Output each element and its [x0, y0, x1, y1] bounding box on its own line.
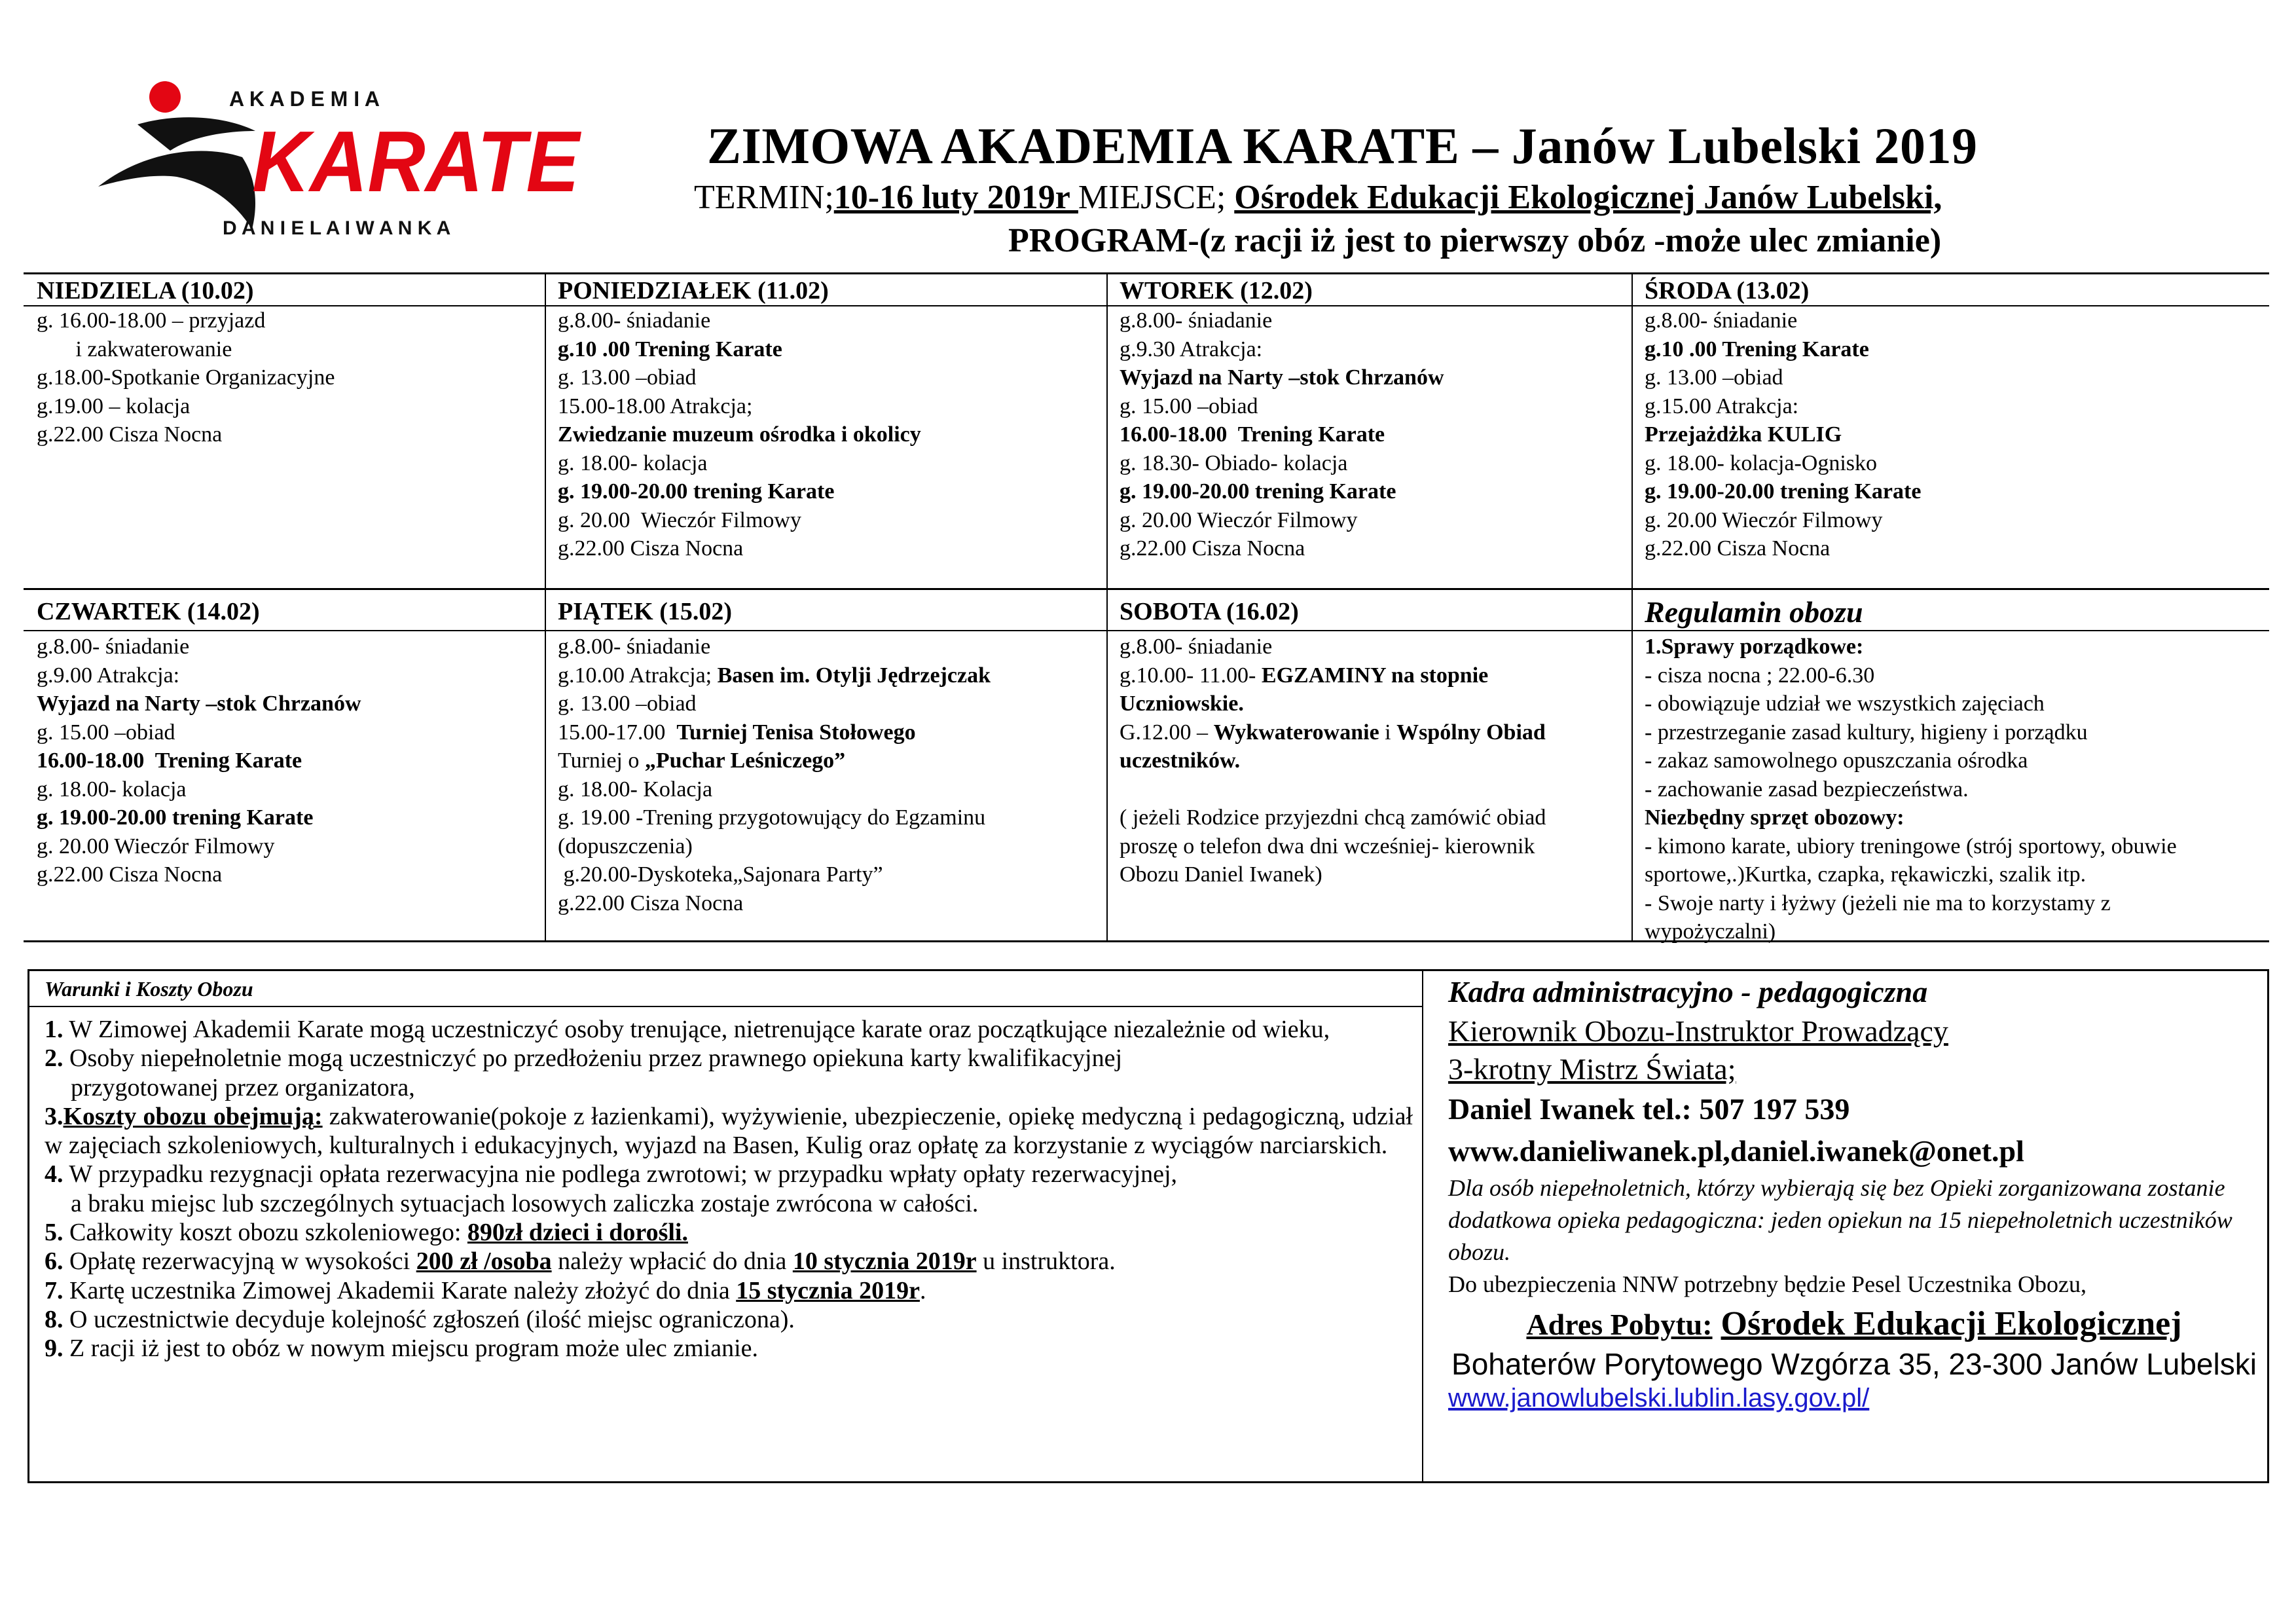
schedule-text-part: wypożyczalni) — [1645, 919, 1776, 944]
schedule-text-part: g.8.00- śniadanie — [37, 635, 190, 659]
schedule-text-part: g. 19.00-20.00 trening Karate — [558, 479, 835, 504]
schedule-text-part: g. 19.00 -Trening przygotowujący do Egzaminu — [558, 805, 986, 830]
schedule-line — [1645, 477, 2260, 506]
schedule-line — [1120, 803, 1624, 832]
schedule-text-part: g.22.00 Cisza Nocna — [1120, 536, 1305, 561]
schedule-text-part: g. 20.00 Wieczór Filmowy — [37, 834, 275, 858]
schedule-text-part: g.10.00 Atrakcja; — [558, 663, 718, 688]
schedule-line — [558, 506, 1095, 535]
day-title-tuesday: WTOREK (12.02) — [1120, 277, 1313, 304]
condition-number: 1. — [45, 1016, 64, 1043]
akademia-karate-logo — [92, 79, 589, 242]
day-title-friday: PIĄTEK (15.02) — [558, 598, 732, 625]
schedule-text-part: g. 15.00 –obiad — [37, 720, 175, 745]
day-schedule-monday — [558, 306, 1095, 563]
schedule-line — [558, 306, 1095, 335]
schedule-line — [37, 306, 534, 335]
schedule-line — [1645, 803, 2260, 832]
schedule-text-part: g. 15.00 –obiad — [1120, 394, 1258, 418]
schedule-line — [37, 747, 534, 775]
schedule-text-part: g.8.00- śniadanie — [1120, 308, 1273, 333]
schedule-line — [1645, 661, 2260, 690]
schedule-line — [1645, 860, 2260, 889]
schedule-line — [558, 363, 1095, 392]
schedule-text-part: Uczniowskie. — [1120, 692, 1244, 716]
schedule-text-part: g.22.00 Cisza Nocna — [37, 422, 223, 447]
schedule-text-part: g. 18.00- kolacja — [558, 451, 708, 475]
condition-number: 9. — [45, 1335, 64, 1363]
condition-number: 3. — [45, 1102, 64, 1130]
guardian-note: Dla osób niepełnoletnich, którzy wybierają się bez Opieki zorganizowana zostanie dodatkowa opieka pedagogiczna: jeden opiekun na 15 niepełnoletnich uczestników obozu. — [1448, 1175, 2232, 1265]
schedule-text-part: g.20.00-Dyskoteka„Sajonara Party” — [558, 862, 883, 887]
schedule-line — [558, 860, 1095, 889]
day-title-monday: PONIEDZIAŁEK (11.02) — [558, 277, 829, 304]
schedule-line — [37, 661, 534, 690]
schedule-text-part: G.12.00 – — [1120, 720, 1214, 745]
schedule-line — [37, 803, 534, 832]
condition-text-part: 10 stycznia 2019r — [792, 1247, 977, 1276]
condition-item — [45, 1305, 1413, 1334]
grid-line — [1106, 272, 1108, 942]
schedule-text-part: g.22.00 Cisza Nocna — [37, 862, 223, 887]
schedule-line — [1645, 534, 2260, 563]
schedule-text-part: g.19.00 – kolacja — [37, 394, 191, 418]
schedule-line — [1120, 690, 1624, 718]
schedule-line — [1120, 775, 1624, 804]
schedule-text-part: Wyjazd na Narty –stok Chrzanów — [1120, 365, 1444, 390]
schedule-text-part: Niezbędny sprzęt obozowy: — [1645, 805, 1904, 830]
schedule-text-part: g. 20.00 Wieczór Filmowy — [1120, 507, 1358, 532]
condition-text-part: O uczestnictwie decyduje kolejność zgłoszeń (ilość miejsc ograniczona). — [63, 1305, 795, 1333]
schedule-text-part: - kimono karate, ubiory treningowe (strój sportowy, obuwie — [1645, 834, 2177, 858]
schedule-line — [1645, 747, 2260, 775]
condition-item — [45, 1015, 1413, 1044]
schedule-line — [1120, 860, 1624, 889]
schedule-line — [37, 775, 534, 804]
condition-item — [45, 1160, 1413, 1189]
schedule-text-part: g. 20.00 Wieczór Filmowy — [1645, 507, 1883, 532]
staff-role: Kierownik Obozu-Instruktor Prowadzący — [1448, 1014, 1948, 1048]
place-value: Ośrodek Edukacji Ekologicznej Janów Lubelski, — [1234, 179, 1942, 216]
schedule-text-part: Przejażdżka KULIG — [1645, 422, 1842, 447]
schedule-text-part: i zakwaterowanie — [37, 337, 232, 361]
street-address: Bohaterów Porytowego Wzgórza 35, 23-300 Janów Lubelski — [1451, 1347, 2257, 1381]
schedule-text-part: g.9.00 Atrakcja: — [37, 663, 180, 688]
schedule-text-part: 16.00-18.00 Trening Karate — [1120, 422, 1385, 447]
schedule-text-part: - przestrzeganie zasad kultury, higieny i porządku — [1645, 720, 2088, 745]
schedule-text-part: Zwiedzanie muzeum ośrodka i okolicy — [558, 422, 921, 447]
schedule-line — [1120, 477, 1624, 506]
schedule-text-part: uczestników. — [1120, 748, 1241, 773]
schedule-text-part: g. 19.00-20.00 trening Karate — [37, 805, 314, 830]
schedule-line — [558, 803, 1095, 832]
schedule-line — [1120, 449, 1624, 478]
schedule-line — [37, 420, 534, 449]
grid-line — [24, 272, 2269, 274]
condition-number: 8. — [45, 1305, 64, 1333]
condition-text-part: Koszty obozu obejmują: — [63, 1102, 323, 1130]
schedule-line — [1120, 420, 1624, 449]
condition-number: 7. — [45, 1276, 64, 1304]
day-title-thursday: CZWARTEK (14.02) — [37, 598, 260, 625]
condition-text-part: 890zł dzieci i dorośli. — [467, 1219, 688, 1247]
staff-web: www.danieliwanek.pl,daniel.iwanek@onet.pl — [1448, 1134, 2024, 1168]
schedule-text-part: g. 18.00- kolacja-Ognisko — [1645, 451, 1878, 475]
schedule-line — [558, 335, 1095, 364]
condition-item — [45, 1334, 1413, 1363]
schedule-line — [1120, 832, 1624, 861]
forest-office-link[interactable]: www.janowlubelski.lublin.lasy.gov.pl/ — [1448, 1384, 1870, 1412]
schedule-line — [37, 363, 534, 392]
schedule-line — [1645, 718, 2260, 747]
schedule-line — [1120, 633, 1624, 661]
schedule-line — [1120, 661, 1624, 690]
schedule-text-part: g.9.30 Atrakcja: — [1120, 337, 1263, 361]
schedule-text-part: „Puchar Leśniczego” — [644, 748, 846, 773]
staff-title: 3-krotny Mistrz Świata; — [1448, 1052, 1736, 1086]
logo-bottom-text: D A N I E L A I W A N K A — [223, 217, 451, 239]
condition-text-part: Osoby niepełnoletnie mogą uczestniczyć po przedłożeniu przez prawnego opiekuna karty kwalifikacyjnej — [63, 1044, 1123, 1073]
schedule-line — [558, 392, 1095, 421]
schedule-line — [37, 860, 534, 889]
grid-line — [2267, 969, 2269, 1483]
schedule-text-part: g.22.00 Cisza Nocna — [558, 536, 744, 561]
schedule-line — [558, 661, 1095, 690]
schedule-text-part: g. 18.30- Obiado- kolacja — [1120, 451, 1348, 475]
schedule-line — [558, 775, 1095, 804]
schedule-text-part: i — [1379, 720, 1397, 745]
grid-line — [27, 1006, 1422, 1007]
condition-text-part: Całkowity koszt obozu szkoleniowego: — [63, 1219, 467, 1247]
schedule-line — [37, 392, 534, 421]
conditions-and-staff-table — [27, 969, 2269, 1484]
conditions-heading: Warunki i Koszty Obozu — [45, 977, 253, 1001]
day-schedule-friday — [558, 633, 1095, 917]
schedule-text-part: g.8.00- śniadanie — [558, 308, 711, 333]
schedule-line — [558, 747, 1095, 775]
schedule-text-part: g. 19.00-20.00 trening Karate — [1645, 479, 1922, 504]
schedule-line — [1120, 392, 1624, 421]
grid-line — [545, 272, 546, 942]
term-label: TERMIN; — [694, 179, 834, 216]
camp-rules-list — [1645, 633, 2260, 946]
schedule-line — [1645, 306, 2260, 335]
condition-item — [45, 1102, 1413, 1160]
condition-item — [45, 1044, 1413, 1073]
day-schedule-tuesday — [1120, 306, 1624, 563]
camp-rules-title: Regulamin obozu — [1645, 595, 1863, 629]
schedule-line — [1645, 690, 2260, 718]
schedule-line — [558, 449, 1095, 478]
condition-item-continuation: przygotowanej przez organizatora, — [71, 1073, 415, 1101]
day-schedule-thursday — [37, 633, 534, 889]
grid-line — [27, 969, 29, 1483]
schedule-text-part: Turniej o — [558, 748, 645, 773]
schedule-text-part: g.10 .00 Trening Karate — [558, 337, 782, 361]
grid-line — [1422, 969, 1423, 1483]
staff-info — [1448, 1012, 2260, 1414]
schedule-text-part: g. 20.00 Wieczór Filmowy — [558, 507, 801, 532]
grid-line — [24, 630, 2269, 631]
schedule-text-part: 16.00-18.00 Trening Karate — [37, 748, 302, 773]
condition-item — [45, 1218, 1413, 1247]
day-schedule-sunday — [37, 306, 534, 449]
schedule-line — [558, 420, 1095, 449]
schedule-text-part: - Swoje narty i łyżwy (jeżeli nie ma to korzystamy z — [1645, 891, 2111, 915]
schedule-text-part: g. 16.00-18.00 – przyjazd — [37, 308, 266, 333]
schedule-text-part: 15.00-17.00 — [558, 720, 677, 745]
schedule-line — [1645, 633, 2260, 661]
condition-text-part: Kartę uczestnika Zimowej Akademii Karate należy złożyć do dnia — [63, 1276, 737, 1304]
schedule-line — [37, 718, 534, 747]
schedule-text-part: g. 18.00- Kolacja — [558, 777, 713, 802]
schedule-line — [37, 335, 534, 364]
schedule-line — [1645, 363, 2260, 392]
schedule-text-part: g.10 .00 Trening Karate — [1645, 337, 1869, 361]
schedule-text-part: g.22.00 Cisza Nocna — [1645, 536, 1831, 561]
schedule-text-part: 1.Sprawy porządkowe: — [1645, 635, 1864, 659]
schedule-text-part: EGZAMINY na stopnie — [1261, 663, 1489, 688]
schedule-text-part: - obowiązuje udział we wszystkich zajęciach — [1645, 692, 2045, 716]
day-title-wednesday: ŚRODA (13.02) — [1645, 277, 1810, 304]
condition-text-part: W przypadku rezygnacji opłata rezerwacyjna nie podlega zwrotowi; w przypadku wpłaty opłaty rezerwacyjnej, — [63, 1160, 1178, 1189]
day-schedule-wednesday — [1645, 306, 2260, 563]
schedule-text-part: g.18.00-Spotkanie Organizacyjne — [37, 365, 335, 390]
condition-text-part: 15 stycznia 2019r — [736, 1276, 920, 1304]
schedule-text-part: g.22.00 Cisza Nocna — [558, 891, 744, 915]
term-line — [694, 178, 1942, 217]
condition-text-part: . — [919, 1276, 926, 1304]
conditions-list — [45, 1015, 1413, 1363]
condition-number: 5. — [45, 1219, 64, 1247]
schedule-line — [558, 889, 1095, 918]
schedule-line — [1645, 335, 2260, 364]
schedule-text-part: sportowe,.)Kurtka, czapka, rękawiczki, szalik itp. — [1645, 862, 2086, 887]
condition-text-part: zakwaterowanie(pokoje z łazienkami), wyżywienie, ubezpieczenie, opiekę medyczną i pedagogiczną, udział w zajęciach szkoleniowych, kulturalnych i edukacyjnych, wyjazd na Basen, Kulig oraz opłatę za korzystanie z wyciągów narciarskich. — [45, 1102, 1413, 1160]
condition-text-part: Z racji iż jest to obóz w nowym miejscu program może ulec zmianie. — [63, 1335, 759, 1363]
schedule-line — [1645, 449, 2260, 478]
schedule-line — [37, 633, 534, 661]
condition-number: 2. — [45, 1044, 64, 1073]
schedule-text-part — [1120, 777, 1125, 802]
schedule-line — [1645, 392, 2260, 421]
stay-address-heading — [1448, 1302, 2260, 1346]
condition-text-part: 200 zł /osoba — [416, 1247, 552, 1276]
schedule-line — [558, 718, 1095, 747]
schedule-text-part: g.8.00- śniadanie — [1120, 635, 1273, 659]
schedule-line — [37, 832, 534, 861]
schedule-line — [558, 690, 1095, 718]
program-note: PROGRAM-(z racji iż jest to pierwszy obóz -może ulec zmianie) — [1008, 222, 1942, 259]
schedule-line — [1645, 420, 2260, 449]
schedule-text-part: g.8.00- śniadanie — [1645, 308, 1798, 333]
staff-contact: Daniel Iwanek tel.: 507 197 539 — [1448, 1092, 1850, 1126]
schedule-text-part: g. 19.00-20.00 trening Karate — [1120, 479, 1396, 504]
schedule-text-part: Basen im. Otylji Jędrzejczak — [717, 663, 991, 688]
condition-text-part: W Zimowej Akademii Karate mogą uczestniczyć osoby trenujące, nietrenujące karate oraz początkujące niezależnie od wieku, — [63, 1016, 1330, 1043]
day-title-saturday: SOBOTA (16.02) — [1120, 598, 1299, 625]
schedule-text-part: - zakaz samowolnego opuszczania ośrodka — [1645, 748, 2028, 773]
condition-item — [45, 1247, 1413, 1276]
schedule-text-part: Wyjazd na Narty –stok Chrzanów — [37, 692, 361, 716]
address-label: Adres Pobytu: — [1526, 1308, 1713, 1341]
schedule-text-part: g.10.00- 11.00- — [1120, 663, 1262, 688]
schedule-text-part: Wykwaterowanie — [1213, 720, 1379, 745]
schedule-table — [24, 272, 2269, 943]
schedule-text-part: Turniej Tenisa Stołowego — [676, 720, 916, 745]
condition-number: 6. — [45, 1247, 64, 1276]
condition-item — [45, 1276, 1413, 1305]
schedule-text-part: g.8.00- śniadanie — [558, 635, 711, 659]
schedule-line — [558, 477, 1095, 506]
schedule-text-part: g. 13.00 –obiad — [558, 692, 697, 716]
grid-line — [27, 1481, 2269, 1483]
schedule-line — [1645, 832, 2260, 861]
schedule-text-part: Obozu Daniel Iwanek) — [1120, 862, 1322, 887]
schedule-line — [1120, 747, 1624, 775]
condition-text-part: Opłatę rezerwacyjną w wysokości — [63, 1247, 416, 1276]
day-title-sunday: NIEDZIELA (10.02) — [37, 277, 254, 304]
address-name: Ośrodek Edukacji Ekologicznej — [1721, 1305, 2182, 1342]
schedule-text-part: - zachowanie zasad bezpieczeństwa. — [1645, 777, 1969, 802]
schedule-line — [1120, 363, 1624, 392]
schedule-line — [1120, 718, 1624, 747]
logo-main-text: KARATE — [252, 113, 582, 210]
schedule-text-part: (dopuszczenia) — [558, 834, 693, 858]
insurance-note: Do ubezpieczenia NNW potrzebny będzie Pesel Uczestnika Obozu, — [1448, 1271, 2086, 1297]
schedule-text-part: proszę o telefon dwa dni wcześniej- kierownik — [1120, 834, 1535, 858]
schedule-line — [1120, 506, 1624, 535]
day-schedule-saturday — [1120, 633, 1624, 889]
schedule-line — [1120, 306, 1624, 335]
staff-heading: Kadra administracyjno - pedagogiczna — [1448, 975, 1928, 1008]
schedule-text-part: g.15.00 Atrakcja: — [1645, 394, 1799, 418]
condition-text-part: u instruktora. — [976, 1247, 1116, 1276]
condition-number: 4. — [45, 1160, 64, 1189]
page-title: ZIMOWA AKADEMIA KARATE – Janów Lubelski 2019 — [707, 117, 1978, 174]
schedule-line — [1645, 889, 2260, 918]
schedule-line — [1645, 775, 2260, 804]
schedule-line — [558, 633, 1095, 661]
grid-line — [24, 588, 2269, 590]
condition-text-part: należy wpłacić do dnia — [551, 1247, 793, 1276]
schedule-line — [1645, 506, 2260, 535]
schedule-text-part: 15.00-18.00 Atrakcja; — [558, 394, 753, 418]
schedule-line — [37, 690, 534, 718]
schedule-text-part: g. 13.00 –obiad — [1645, 365, 1783, 390]
schedule-line — [1120, 534, 1624, 563]
schedule-line — [1120, 335, 1624, 364]
schedule-text-part: Wspólny Obiad — [1396, 720, 1546, 745]
condition-item-continuation: a braku miejsc lub szczególnych sytuacjach losowych zaliczka zostaje zwrócona w całości. — [71, 1189, 979, 1217]
schedule-line — [558, 832, 1095, 861]
grid-line — [1631, 272, 1633, 942]
term-value: 10-16 luty 2019r — [833, 179, 1078, 216]
schedule-text-part: g. 13.00 –obiad — [558, 365, 697, 390]
logo-top-text: A K A D E M I A — [229, 87, 380, 111]
schedule-line — [558, 534, 1095, 563]
schedule-text-part: ( jeżeli Rodzice przyjezdni chcą zamówić obiad — [1120, 805, 1546, 830]
schedule-text-part: - cisza nocna ; 22.00-6.30 — [1645, 663, 1875, 688]
schedule-line — [1645, 917, 2260, 946]
place-label: MIEJSCE; — [1078, 179, 1235, 216]
grid-line — [27, 969, 2269, 971]
schedule-text-part: g. 18.00- kolacja — [37, 777, 187, 802]
